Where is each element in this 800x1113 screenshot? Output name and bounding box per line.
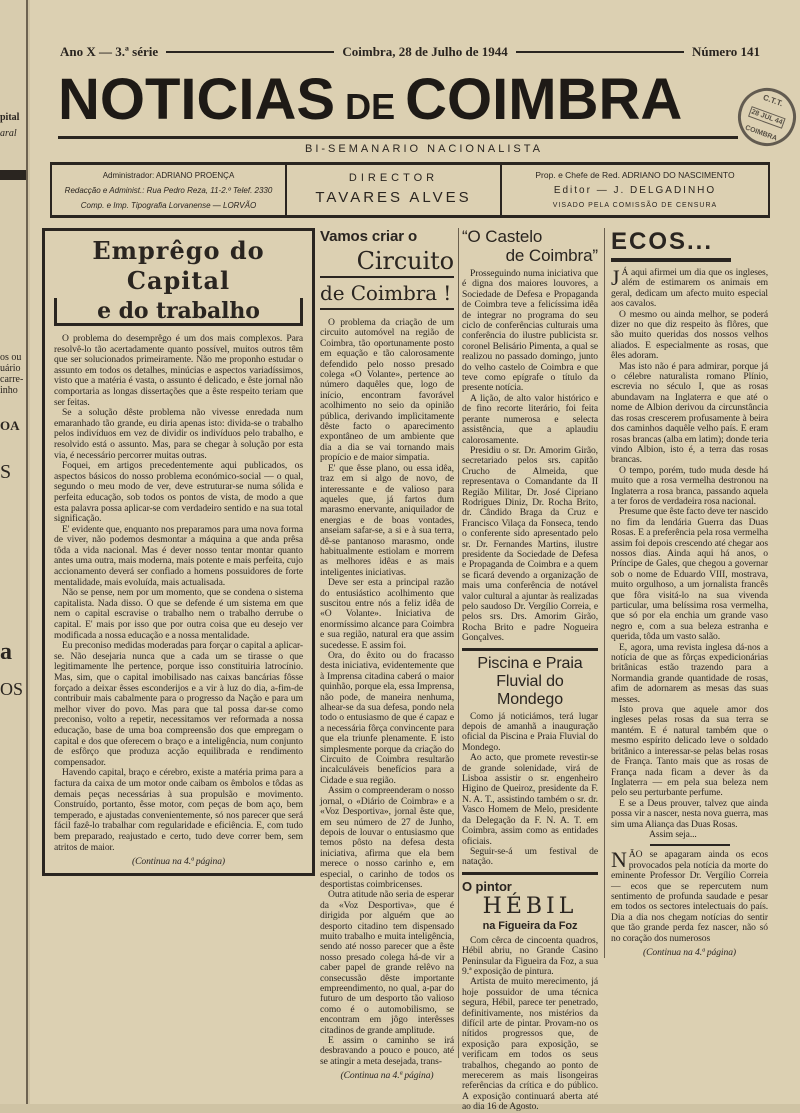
paragraph: O tempo, porém, tudo muda desde há muito que a rosa vermelha destronou na Inglaterra a rosa branca, passando aquela a ter foros de verdadeira rosa nacional. xyxy=(611,464,768,507)
director-label: DIRECTOR xyxy=(348,172,439,184)
paragraph: O problema da criação de um circuito automóvel na região de Coimbra, tão oportunamente posto em equação e tão calorosamente defendido pelo nosso presado colega «O Volante», pertence ao número daquêles que, logo de início, encontram favorável acolhimento no seio da opinião pública, derivando implìcitamente dêste facto o aparecimento expontâneo de um ambiente que dia a dia se vai tornando mais propício e de maior simpatia. xyxy=(320,317,454,464)
newspaper-title: NOTICIAS DE COIMBRA xyxy=(58,67,683,132)
administrator: Administrador: ADRIANO PROENÇA xyxy=(102,171,235,180)
paragraph: Com cêrca de cincoenta quadros, Hébil abriu, no Grande Casino Peninsular da Figueira da Foz, a sua 9.ª exposição de pintura. xyxy=(462,934,598,977)
headline: Emprêgo do Capital xyxy=(92,236,265,295)
paragraph: Havendo capital, braço e cérebro, existe a matéria prima para a factura da caixa de um motor onde caibam os êmbolos e tôdas as demais peças necessárias à sua propulsão e movimento. Construído, portanto, êsse motor, com peças de bom aço, bem temperado, e ajustadas convenientemente, só nos parecer que será fácil fazê-lo trabalhar com regularidade e eficiência. E, com tudo bem preparado, reajustado e certo, tudo deve correr bem, sem atritos de maior. xyxy=(54,767,303,853)
paragraph: J Á aqui afirmei um dia que os ingleses, além de estimarem os animais em geral, dedicam um afecto muito especial aos cavalos. xyxy=(611,265,768,310)
continued-note: (Continua na 4.ª página) xyxy=(340,1070,434,1082)
fragment: carre- xyxy=(0,374,24,385)
column-three xyxy=(460,228,600,1113)
paragraph: Artista de muito merecimento, já hoje possuidor de uma técnica segura, Hébil, parece ter penetrado, definitivamente, nos mistérios da difícil arte de pintar. Provam-no os nítidos progressos que, de exposição para exposição, se verificam em todos os seus trabalhos, chegando ao ponto de merecerem as mais lisongeiras referências da crítica e do público. A exposição continuará aberta até ao dia 16 de Agosto. xyxy=(462,976,598,1113)
paragraph: Deve ser esta a principal razão do entusiástico acolhimento que suscitou entre nós a feliz idêa de «O Volante». Iniciativa de enormíssimo alcance para Coimbra e sua região, natural era que assim sucedesse. E assim foi. xyxy=(320,577,454,651)
article-piscina xyxy=(462,655,598,868)
postmark-stamp: C.T.T. 28 JUL 44 COIMBRA xyxy=(730,80,800,154)
paragraph: O problema do desemprêgo é um dos mais complexos. Para resolvê-lo tão acertadamente quanto possível, muitos outros têm que ser solucionados primeiramente. Não me proponho estudar o assunto em todos os detalhes, minúcias e aspectos variadíssimos, visto que a matéria é vasta, o assunto é delicado, e êste jornal não comportaria as longas dissertações que a êste respeito teriam que ser feitas. xyxy=(54,333,303,408)
censorship-note: VISADO PELA COMISSÃO DE CENSURA xyxy=(552,202,718,209)
article-hebil xyxy=(462,879,598,1113)
paragraph: E' que êsse plano, ou essa idêa, traz em si algo de novo, de interessante e de valioso para aqueles que, já fartos dum marasmo enervante, aniquilador de energias e de boas vontades, anseiam safar-se, a si e à sua terra, dê-se pantanoso marasmo, onde habitualmente estiolam e morrem as melhores idêas e as mais inteligentes iniciativas. xyxy=(320,462,454,578)
headline: Piscina e Praia Fluvial do Mondego xyxy=(477,654,583,708)
paragraph: Mas isto não é para admirar, porque já o célebre naturalista romano Plínio, escrevia no século I, que as rosas abundavam na Inglaterra e que até o nome de Albion derivou da circunstância das rosas crescerem profusamente à beira dos caminhos daquêle velho país. E eram rosas brancas (alba em latim); donde teria vindo Albion, isto é, a terra das rosas brancas. xyxy=(611,360,768,466)
headline-sub: de Coimbra ! xyxy=(320,278,454,310)
adjacent-page-edge xyxy=(0,0,28,1104)
headline-sub: e do trabalho xyxy=(54,298,303,326)
headline: de Coimbra” xyxy=(505,246,598,265)
subtitle: BI-SEMANARIO NACIONALISTA xyxy=(305,143,543,155)
article-capital-trabalho xyxy=(42,228,315,876)
paragraph: A lição, de alto valor histórico e de fino recorte literário, foi feita perante numerosa e selecta assistência, que a aplaudiu calorosamente. xyxy=(462,392,598,446)
paragraph: Assim seja... xyxy=(649,828,697,840)
fragment: a xyxy=(0,639,12,665)
headline-kicker: Vamos criar o xyxy=(320,228,418,245)
fragment: inho xyxy=(0,385,18,396)
fragment: os ou xyxy=(0,352,22,363)
continued-note: (Continua na 4.ª página) xyxy=(132,856,225,868)
printer: Comp. e Imp. Tipografia Lorvanense — LORVÃO xyxy=(80,201,257,210)
paragraph: Foquei, em artigos precedentemente aqui publicados, os aspectos básicos do nosso problema económico-social — o qual, segundo o meu modo de ver, deve estruturar-se numa sólida e perfeita educação, sob todos os pontos de vista, de modo a que esta palavra possa aplicar-se com verdadeiro sentido e na sua total significação. xyxy=(54,460,303,525)
paragraph: Ao acto, que promete revestir-se de grande solenidade, virá de Lisboa assistir o sr. engenheiro Higino de Queiroz, presidente da F. N. A. T., assistindo também o sr. dr. Vasco Homem de Melo, presidente da Delegação da F. N. A. T. em Coimbra, assim como as entidades oficiais. xyxy=(462,752,598,847)
article-circuito xyxy=(318,228,456,1082)
paragraph: Outra atitude não seria de esperar da «Voz Desportiva», que é dirigida por alguém que ao desporto citadino tem dispensado muito trabalho e muita inteligência, sendo até nosso parecer que a êste nosso presado colega há-de vir a caber papel de grande relêvo na consecussão dêste importante empreendimento, no qual, a-par do futuro de um desporto tão valioso como é o automobilismo, se encontram em jôgo interêsses citadinos de grande amplitude. xyxy=(320,889,454,1036)
paragraph: Seguir-se-á um festival de natação. xyxy=(462,845,598,868)
paragraph: Isto prova que aquele amor dos ingleses pelas rosas da sua terra se mantém. E é natural também que o mesmo espírito delicado leve o soldado britânico a interessar-se pelas belas rosas de França. Tanto mais que as rosas de França nada ficam a dever às da Inglaterra — em pela sua beleza nem pelo seu perturbante perfume. xyxy=(611,704,768,799)
paragraph: Presume que êste facto deve ter nascido no fim da lendária Guerra das Duas Rosas. E a preferência pela rosa vermelha assim foi depois crescendo até chegar aos nossos dias. Ainda aqui há anos, o Príncipe de Gales, que chegou a governar sob o nome de Eduardo VIII, mostrava, muito orgulhoso, a um jornalista francês que fôra visitá-lo na sua vivenda particular, uma belíssima rosa vermelha, que só por ela enchia um grande vaso negro e, com a sua beleza estranha e querida, tôda um vasto salão. xyxy=(611,506,769,643)
dateline xyxy=(60,44,760,60)
fragment: uário xyxy=(0,363,21,374)
editor: Editor — J. DELGADINHO xyxy=(553,185,717,196)
staff-box xyxy=(50,162,770,218)
fragment: S xyxy=(0,461,12,483)
fragment: pital xyxy=(0,112,20,123)
paragraph: E se a Deus prouver, talvez que ainda possa vir a nascer, nesta nova guerra, mas sim uma Aliança das Duas Rosas. xyxy=(611,797,768,830)
headline: Circuito xyxy=(320,246,454,278)
ecos-column xyxy=(604,228,770,958)
fragment: OS xyxy=(0,679,24,699)
paragraph: O mesmo ou ainda melhor, se poderá dizer no que diz respeito às flôres, que são muito queridas dos nossos velhos aliados. E especialmente as rosas, que êles adoram. xyxy=(611,308,768,362)
fragment: OA xyxy=(0,418,20,433)
continued-note: (Continua na 4.ª página) xyxy=(643,947,736,958)
director-name: TAVARES ALVES xyxy=(315,189,472,206)
paragraph: Não se pense, nem por um momento, que se condena o sistema capitalista. Nada disso. O que se defende é um sistema em que nem o capital escravise o trabalho nem o trabalho derrube o capital. E' mais por isso que por outra coisa que eu desejo ver modificada a nossa educação e a nossa mentalidade. xyxy=(54,587,303,641)
newspaper-page xyxy=(30,0,800,1113)
headline: “O Castelo xyxy=(462,227,543,246)
issue-number: Número 141 xyxy=(691,44,760,59)
paragraph: E' evidente que, enquanto nos preparamos para uma nova forma de viver, não podemos desmontar a máquina a que anda prêsa tôda a vida nacional. Mas é dever nosso tentar montar quanto antes uma outra, mais moderna, mais potente e mais perfeita, cujo accionamento deverá ser confiado a homens possuidores de forte mentalidade, mais evoluída, mais actualisada. xyxy=(54,523,303,588)
paragraph: Prosseguindo numa iniciativa que é digna dos maiores louvores, a Sociedade de Defesa e Propaganda de Coimbra teve a felicíssima idêa de integrar no programa do seu ciclo de conferências culturais uma conferência do ilustre publicista sr. coronel Belisário Pimenta, a qual se realizou no passado domingo, junto do velho castelo de Coimbra e que teve como epígrafe o título da presente notícia. xyxy=(462,268,598,394)
headline-sub: na Figueira da Foz xyxy=(482,919,578,932)
headline: ECOS... xyxy=(611,228,714,255)
address: Redacção e Administ.: Rua Pedro Reza, 11-2.º Telef. 2330 xyxy=(64,186,273,195)
year-series: Ano X — 3.ª série xyxy=(60,44,159,59)
paragraph: Ora, do êxito ou do fracasso desta iniciativa, evidentemente que à Imprensa citadina caberá o maior quinhão, porque ela, essa Imprensa, não pode, de maneira nenhuma, alhear-se da sua defesa, pondo nela todo o entusiasmo de que é capaz e a necessária fôrça convincente para que ela triunfe plenamente. E isto simplesmente porque da criação do Circuito de Coimbra resultarão incalculáveis benefícios para a Cidade e sua região. xyxy=(320,650,454,786)
headline-kicker: O pintor xyxy=(462,878,512,894)
paragraph: NÃO se apagaram ainda os ecos provocados pela notícia da morte do eminente Professor Dr. Vergílio Correia — ecos que se repercutem num sentimento de profunda saudade e pesar em todos os sectores intelectuais do país. Dia a dia nos chegam notícias do sentir que tão grande perda fez nascer, não só no coração dos numerosos xyxy=(611,847,768,944)
paragraph: Presidiu o sr. Dr. Amorim Girão, secretariado pelos srs. capitão Crucho de Almeida, que representava o Comandante da II Região Militar, Dr. José Cipriano Rodrigues Diniz, Dr. Rocha Brito, dr. Cândido Braga da Cruz e Francisco Vilaça da Fonseca, tendo o conferente sido apresentado pelo sr. Dr. Fernandes Martins, ilustre presidente da Sociedade de Defesa e Propaganda de Coimbra e a quem se ficará devendo a organização de mais uma conferência de notável valor cultural a ajuntar às realizadas pelo saudoso Dr. Vergílio Correia, e pelos srs. Drs. Amorim Girão, Rocha Brito e padre Nogueira Gonçalves. xyxy=(462,444,598,644)
fragment: aral xyxy=(0,128,17,139)
paragraph: Assim o compreenderam o nosso jornal, o «Diário de Coimbra» e a «Voz Desportiva», jornal êste que, em seu número de 27 de Junho, depois de louvar o entusiasmo que temos pôsto na defesa desta iniciativa, afirma que ela bem merece o nosso carinho e, em especial, o carinho de todos os desportistas coimbricenses. xyxy=(320,785,454,890)
paragraph: Se a solução dêste problema não vivesse enredada num emaranhado tão grande, eu diria apenas isto: divida-se o trabalho pelos indivíduos em vez de dividir os indivíduos pelo trabalho, e resolvido está o assunto. Mas, para se chegar à solução por esta via, é necessário percorrer muitas outras. xyxy=(54,407,303,461)
issue-date: Coimbra, 28 de Julho de 1944 xyxy=(342,44,508,59)
paragraph: E assim o caminho se irá desbravando a pouco e pouco, até se atingir a meta desejada, trans- xyxy=(320,1035,454,1067)
headline: HÉBIL xyxy=(482,893,578,919)
paragraph: E, agora, uma revista inglesa dá-nos a notícia de que as fôrças expedicionárias britânicas estão trazendo para a Normandia grande quantidade de rosas, afim de adornarem as mesas das suas messes. xyxy=(611,641,768,705)
paragraph: Eu preconiso medidas moderadas para forçar o capital a aplicar-se. Não desejaria nunca que a cada um se tirasse o que legìtimamente lhe pertence, porque isso constituiria latrocínio. Mas, sim, que o capital imobilisado nas caixas bancárias fôsse forçado a deixar êsses esconderijos e a vir à luz do dia, a-fim-de contribuir mais cabalmente para o progresso da Nação e para um melhor viver do povo. Mas para que tal possa dar-se como preconiso, volto a repetir, necessitamos ver reformada a nossa educação, base de uma boa compreensão dos que empregam o capital e dos que oferecem o braço e a inteligência, num conjunto de esfôrço que produza acção equilibrada e rendimento compensador. xyxy=(54,640,303,768)
proprietor: Prop. e Chefe de Red. ADRIANO DO NASCIMENTO xyxy=(535,170,735,180)
paragraph: Como já noticiámos, terá lugar depois de amanhã a inauguração oficial da Piscina e Praia Fluvial do Mondego. xyxy=(462,710,598,753)
article-castelo xyxy=(462,228,598,644)
